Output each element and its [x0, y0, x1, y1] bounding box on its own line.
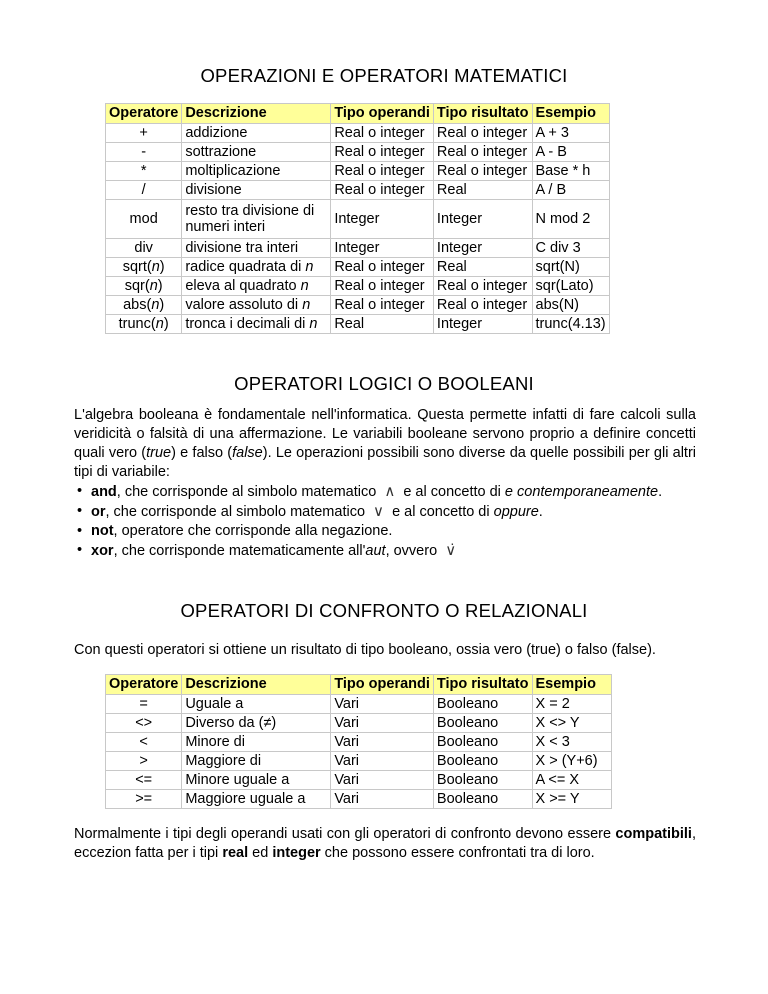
and-symbol-icon: ∧	[384, 483, 396, 500]
cell-example: Base * h	[532, 162, 609, 181]
outro-text: che possono essere confrontati tra di loro.	[320, 845, 595, 861]
cell-example: trunc(4.13)	[532, 315, 609, 334]
operator-argument: n	[155, 315, 164, 332]
item-emphasis: oppure	[493, 504, 539, 520]
col-header-example: Esempio	[532, 104, 609, 124]
description-argument: n	[302, 296, 311, 313]
cell-description	[182, 277, 331, 296]
description-argument: n	[309, 315, 318, 332]
outro-text: ed	[248, 845, 273, 861]
cell-result-type: Integer	[433, 315, 532, 334]
table-row	[106, 695, 612, 714]
table-row	[106, 239, 610, 258]
table-row	[106, 181, 610, 200]
outro-text: , eccezion fatta per i tipi	[74, 826, 696, 861]
cell-result-type: Booleano	[433, 771, 532, 790]
cell-description: sottrazione	[182, 143, 331, 162]
description-text: valore assoluto di	[185, 296, 299, 313]
cell-description: resto tra divisione di numeri interi	[182, 200, 331, 239]
item-text: , operatore che corrisponde alla negazione.	[113, 523, 393, 539]
keyword-false: false	[232, 445, 263, 461]
operator-function: abs	[123, 296, 147, 313]
table-row	[106, 258, 610, 277]
operator-keyword: and	[91, 484, 117, 500]
cell-operand-type: Real o integer	[331, 181, 434, 200]
item-text: , che corrisponde al simbolo matematico	[105, 504, 366, 520]
table-row	[106, 771, 612, 790]
relational-operators-table	[105, 674, 612, 809]
cell-description: Maggiore di	[182, 752, 331, 771]
outro-bold: compatibili	[615, 826, 692, 842]
cell-description: Maggiore uguale a	[182, 790, 331, 809]
col-header-description: Descrizione	[182, 104, 331, 124]
cell-description	[182, 296, 331, 315]
cell-description	[182, 315, 331, 334]
list-item-xor	[74, 541, 696, 561]
col-header-operand-type: Tipo operandi	[331, 675, 434, 695]
table-row	[106, 296, 610, 315]
cell-operator: <=	[106, 771, 182, 790]
operator-function: sqr	[124, 277, 145, 294]
list-item-or	[74, 502, 696, 522]
cell-example: N mod 2	[532, 200, 609, 239]
relational-outro-paragraph	[74, 825, 696, 863]
item-emphasis: e contemporaneamente	[504, 484, 659, 500]
cell-operand-type: Vari	[331, 714, 434, 733]
cell-result-type: Booleano	[433, 733, 532, 752]
section-title-boolean: OPERATORI LOGICI O BOOLEANI	[234, 373, 534, 394]
col-header-operator: Operatore	[106, 675, 182, 695]
cell-operator: +	[106, 124, 182, 143]
description-argument: n	[300, 277, 309, 294]
item-text: .	[538, 504, 543, 520]
boolean-operators-list	[74, 482, 696, 561]
cell-example: X < 3	[532, 733, 611, 752]
cell-result-type: Booleano	[433, 752, 532, 771]
cell-operator: <>	[106, 714, 182, 733]
cell-result-type: Real o integer	[433, 277, 532, 296]
table-row	[106, 200, 610, 239]
cell-operand-type: Vari	[331, 752, 434, 771]
cell-operator: mod	[106, 200, 182, 239]
cell-operand-type: Vari	[331, 790, 434, 809]
xor-symbol-icon: ∨̇	[445, 542, 457, 559]
cell-example: A - B	[532, 143, 609, 162]
operator-keyword: or	[91, 504, 106, 520]
cell-example: abs(N)	[532, 296, 609, 315]
cell-description: divisione tra interi	[182, 239, 331, 258]
cell-operator: <	[106, 733, 182, 752]
cell-example: X > (Y+6)	[532, 752, 611, 771]
cell-example: A / B	[532, 181, 609, 200]
description-text: radice quadrata di	[185, 258, 302, 275]
item-emphasis: aut	[365, 543, 386, 559]
table-header-row	[106, 675, 612, 695]
outro-text: Normalmente i tipi degli operandi usati con gli operatori di confronto devono essere	[74, 826, 616, 842]
cell-operand-type: Real o integer	[331, 124, 434, 143]
outro-bold: real	[222, 845, 249, 861]
bullet-icon: •	[77, 483, 83, 499]
item-text: e al concetto di	[392, 504, 490, 520]
table-row	[106, 162, 610, 181]
operator-keyword: not	[91, 523, 114, 539]
list-item-not	[74, 522, 696, 541]
bullet-icon: •	[77, 542, 83, 558]
cell-example: X = 2	[532, 695, 611, 714]
cell-operator: /	[106, 181, 182, 200]
cell-result-type: Real o integer	[433, 296, 532, 315]
col-header-result-type: Tipo risultato	[433, 675, 532, 695]
cell-example: sqrt(N)	[532, 258, 609, 277]
col-header-operator: Operatore	[106, 104, 182, 124]
cell-operand-type: Real o integer	[331, 162, 434, 181]
outro-bold: integer	[272, 845, 321, 861]
operator-argument: n	[151, 258, 160, 275]
table-header-row	[106, 104, 610, 124]
col-header-result-type: Tipo risultato	[433, 104, 532, 124]
cell-result-type: Integer	[433, 200, 532, 239]
math-operators-table	[105, 103, 610, 334]
intro-text: L'algebra booleana è fondamentale nell'informatica. Questa permette infatti di fare calcoli sulla veridicità o falsità di una affermazione. Le variabili booleane servono proprio a definire concetti quali vero (	[74, 407, 696, 461]
col-header-example: Esempio	[532, 675, 611, 695]
cell-example: A + 3	[532, 124, 609, 143]
cell-description: Minore uguale a	[182, 771, 331, 790]
item-text: , che corrisponde matematicamente all'	[113, 543, 366, 559]
cell-operand-type: Vari	[331, 771, 434, 790]
cell-operator: abs(n)	[106, 296, 182, 315]
table-row	[106, 143, 610, 162]
cell-operand-type: Vari	[331, 733, 434, 752]
section-title-math: OPERAZIONI E OPERATORI MATEMATICI	[200, 65, 568, 86]
col-header-description: Descrizione	[182, 675, 331, 695]
table-row	[106, 733, 612, 752]
keyword-true: true	[146, 445, 172, 461]
cell-result-type: Booleano	[433, 714, 532, 733]
cell-example: A <= X	[532, 771, 611, 790]
item-text: e al concetto di	[403, 484, 501, 500]
item-text: .	[658, 484, 663, 500]
cell-operand-type: Real	[331, 315, 434, 334]
operator-argument: n	[149, 277, 158, 294]
cell-description: Uguale a	[182, 695, 331, 714]
intro-text: ) e falso (	[171, 445, 233, 461]
table-row	[106, 714, 612, 733]
table-row	[106, 124, 610, 143]
cell-example: X >= Y	[532, 790, 611, 809]
cell-result-type: Real	[433, 181, 532, 200]
cell-operator: div	[106, 239, 182, 258]
cell-operand-type: Real o integer	[331, 296, 434, 315]
cell-operator: sqr(n)	[106, 277, 182, 296]
relational-intro-paragraph: Con questi operatori si ottiene un risultato di tipo booleano, ossia vero (true) o falso (false).	[74, 642, 656, 658]
table-row	[106, 277, 610, 296]
boolean-intro-paragraph	[74, 406, 696, 482]
cell-result-type: Real o integer	[433, 162, 532, 181]
operator-function: trunc	[118, 315, 151, 332]
operator-function: sqrt	[122, 258, 147, 275]
cell-result-type: Real	[433, 258, 532, 277]
cell-example: sqr(Lato)	[532, 277, 609, 296]
cell-operand-type: Integer	[331, 239, 434, 258]
cell-operator: -	[106, 143, 182, 162]
cell-description: Minore di	[182, 733, 331, 752]
table-row	[106, 790, 612, 809]
description-argument: n	[305, 258, 314, 275]
description-text: eleva al quadrato	[185, 277, 297, 294]
cell-operand-type: Integer	[331, 200, 434, 239]
item-text: , che corrisponde al simbolo matematico	[116, 484, 377, 500]
cell-operator: =	[106, 695, 182, 714]
cell-description: moltiplicazione	[182, 162, 331, 181]
description-text: tronca i decimali di	[185, 315, 306, 332]
col-header-operand-type: Tipo operandi	[331, 104, 434, 124]
cell-operand-type: Real o integer	[331, 277, 434, 296]
cell-description: addizione	[182, 124, 331, 143]
cell-operator: trunc(n)	[106, 315, 182, 334]
cell-result-type: Booleano	[433, 790, 532, 809]
cell-operator: sqrt(n)	[106, 258, 182, 277]
cell-result-type: Integer	[433, 239, 532, 258]
cell-example: C div 3	[532, 239, 609, 258]
cell-description: divisione	[182, 181, 331, 200]
table-row	[106, 752, 612, 771]
cell-description	[182, 258, 331, 277]
cell-operator: >	[106, 752, 182, 771]
cell-operand-type: Vari	[331, 695, 434, 714]
cell-example: X <> Y	[532, 714, 611, 733]
bullet-icon: •	[77, 523, 83, 539]
cell-operand-type: Real o integer	[331, 143, 434, 162]
table-row	[106, 315, 610, 334]
bullet-icon: •	[77, 503, 83, 519]
cell-result-type: Real o integer	[433, 143, 532, 162]
list-item-and	[74, 482, 696, 502]
cell-operator: *	[106, 162, 182, 181]
cell-operator: >=	[106, 790, 182, 809]
operator-argument: n	[151, 296, 160, 313]
cell-result-type: Real o integer	[433, 124, 532, 143]
operator-keyword: xor	[91, 543, 114, 559]
cell-description: Diverso da (≠)	[182, 714, 331, 733]
cell-result-type: Booleano	[433, 695, 532, 714]
intro-text: ). Le operazioni possibili sono diverse da quelle possibili per gli altri tipi di variabile:	[74, 445, 696, 480]
section-title-relational: OPERATORI DI CONFRONTO O RELAZIONALI	[180, 600, 588, 621]
or-symbol-icon: ∨	[373, 503, 385, 520]
cell-operand-type: Real o integer	[331, 258, 434, 277]
item-text: , ovvero	[385, 543, 438, 559]
